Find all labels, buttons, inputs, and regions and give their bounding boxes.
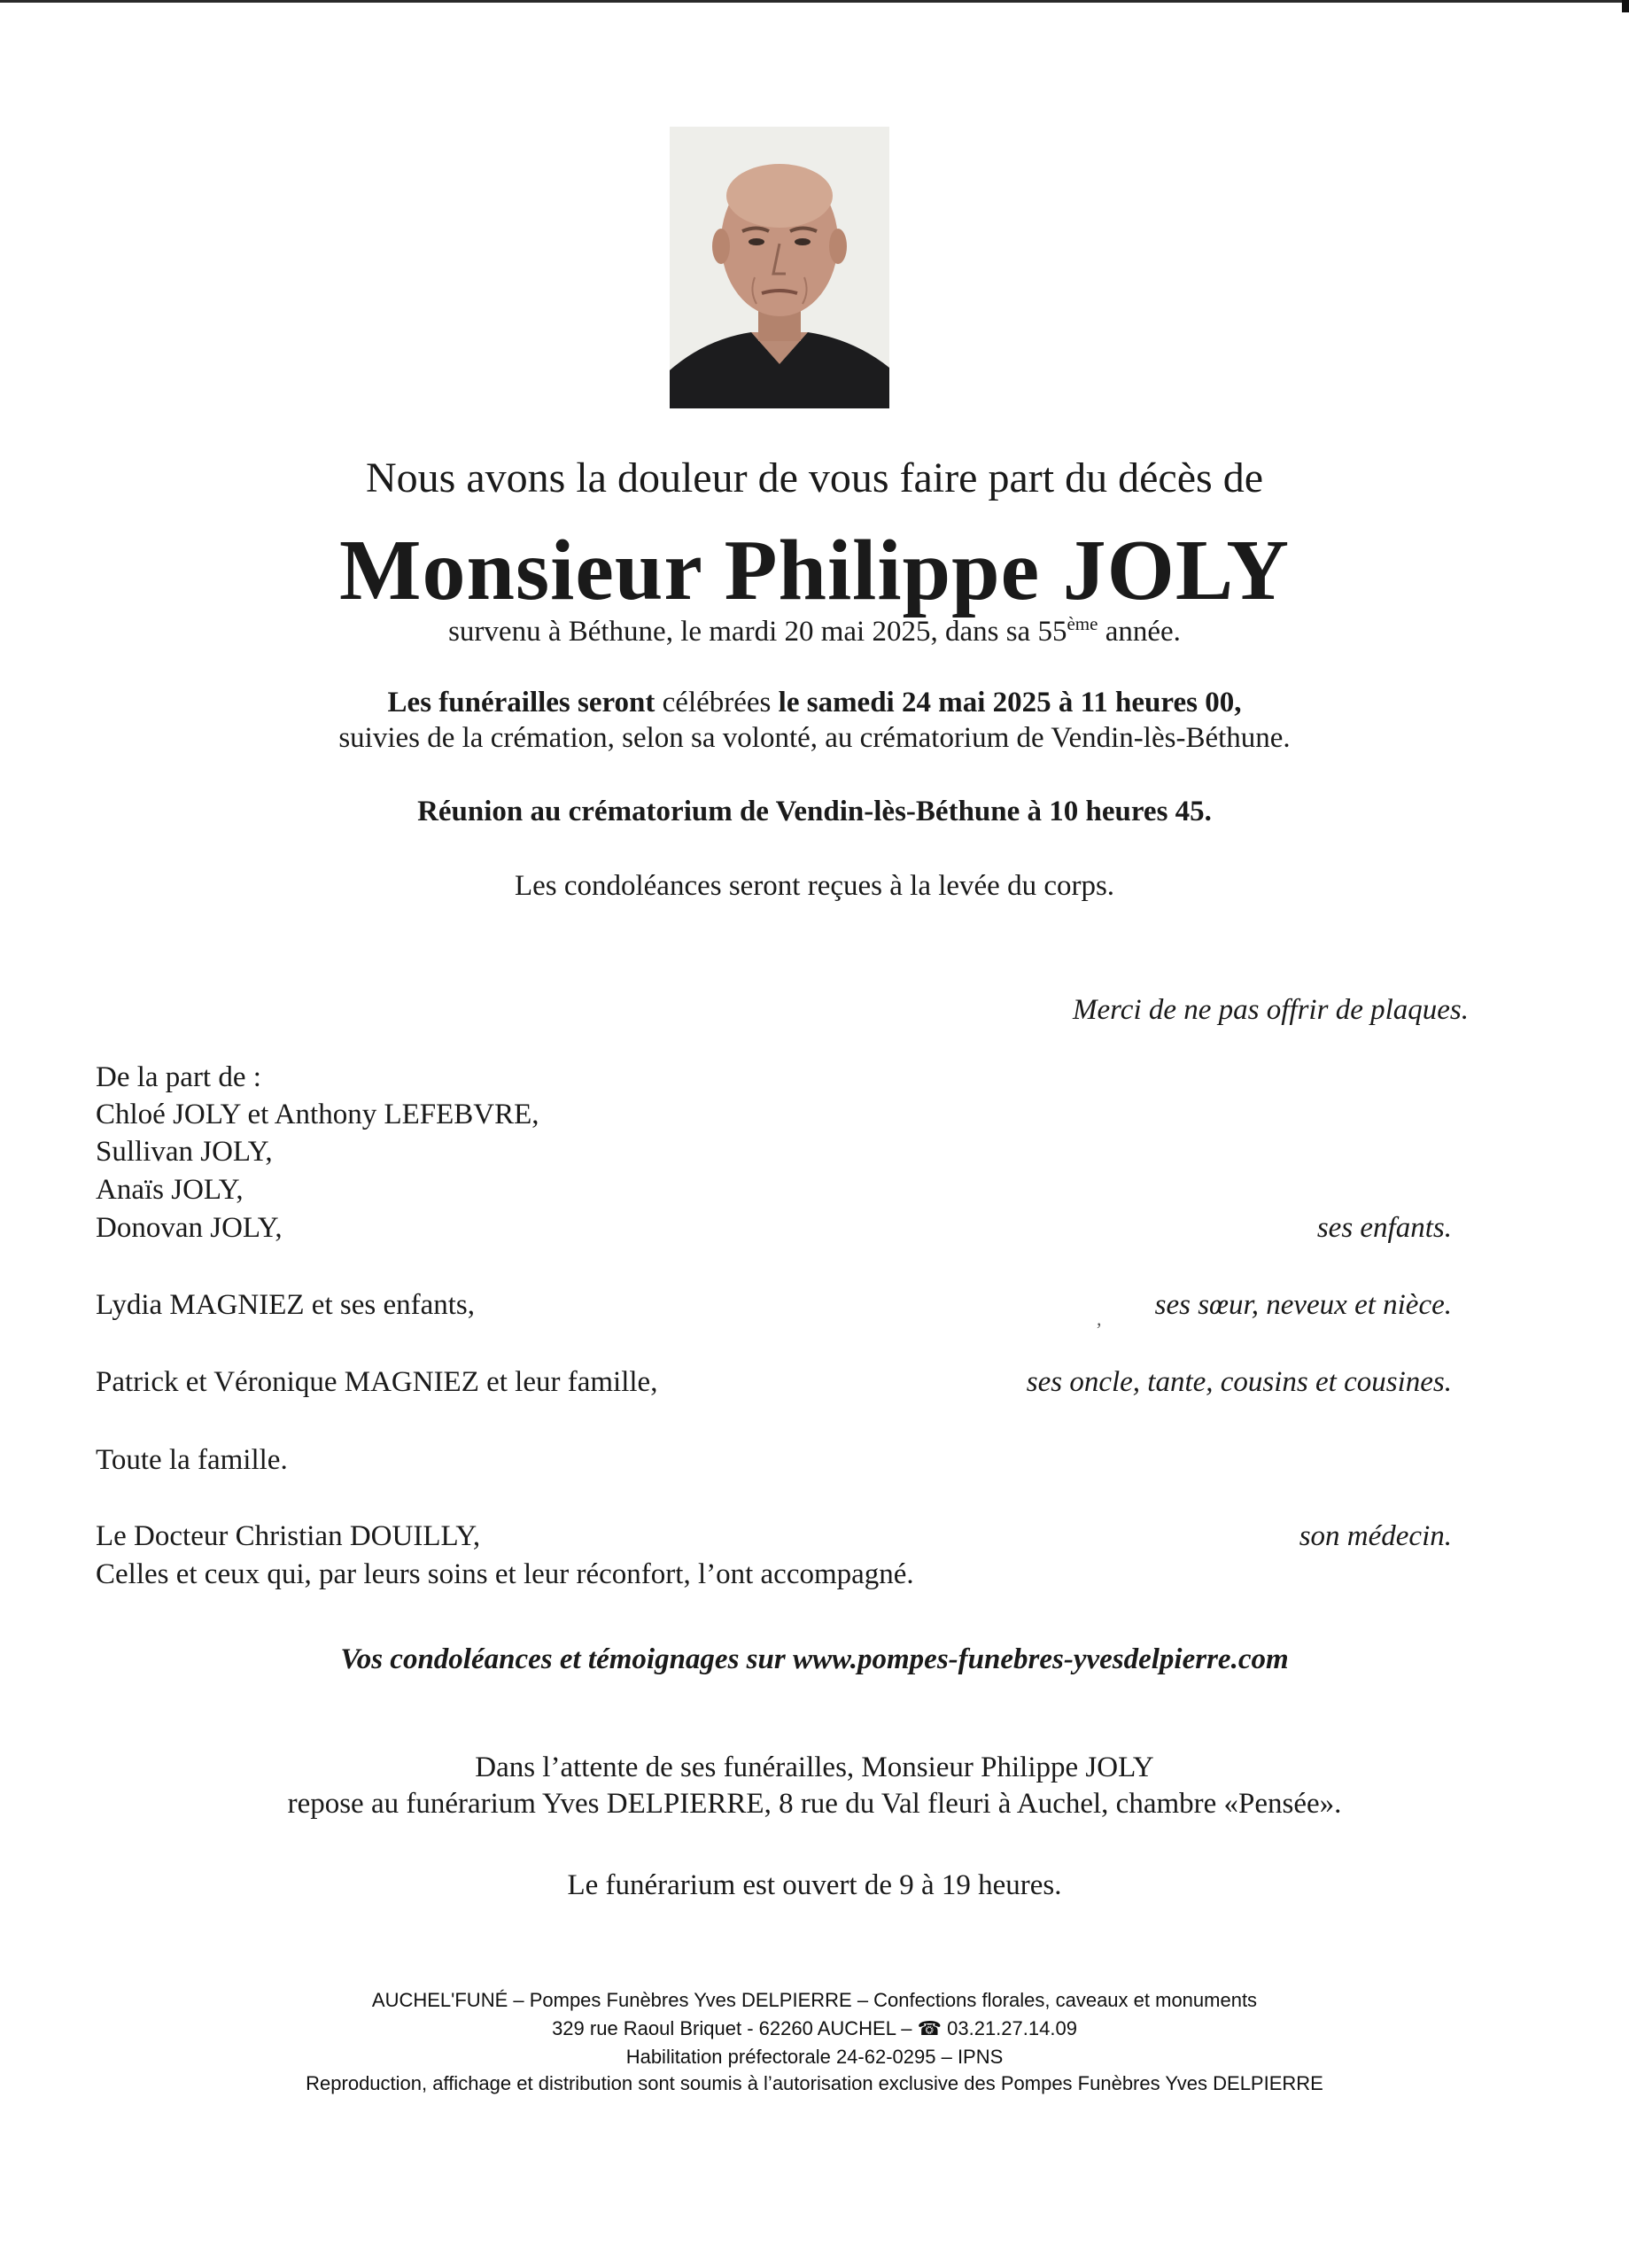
footer-license: Habilitation préfectorale 24-62-0295 – IPNS [625, 2046, 1004, 2068]
condolences-text: Les condoléances seront reçues à la levée du corps. [514, 870, 1115, 902]
funeral-bold-2: le samedi 24 mai 2025 à 11 heures 00, [778, 687, 1242, 718]
doctor-relation: son médecin. [1299, 1520, 1452, 1552]
family-sister: Lydia MAGNIEZ et ses enfants, [96, 1289, 475, 1321]
funeral-mid: célébrées [655, 687, 779, 718]
rest-line-1: Dans l’attente de ses funérailles, Monsieur Philippe JOLY [475, 1751, 1154, 1783]
sister-relation: ses sœur, neveux et nièce. [1154, 1289, 1452, 1321]
funerarium-hours: Le funérarium est ouvert de 9 à 19 heures. [567, 1869, 1062, 1901]
death-superscript: ème [1067, 613, 1098, 634]
scan-edge-top [0, 0, 1629, 3]
children-relation: ses enfants. [1316, 1212, 1452, 1244]
family-child-2: Sullivan JOLY, [96, 1136, 273, 1168]
family-child-1: Chloé JOLY et Anthony LEFEBVRE, [96, 1099, 539, 1130]
family-uncle: Patrick et Véronique MAGNIEZ et leur famille, [96, 1366, 658, 1398]
funeral-bold-1: Les funérailles seront [387, 687, 655, 718]
death-prefix: survenu à Béthune, le mardi 20 mai 2025, dans sa 55 [448, 616, 1067, 648]
deceased-name: Monsieur Philippe JOLY [338, 523, 1290, 618]
family-carers: Celles et ceux qui, par leurs soins et leur réconfort, l’ont accompagné. [96, 1558, 914, 1590]
footer-address: 329 rue Raoul Briquet - 62260 AUCHEL – ☎ 03.21.27.14.09 [552, 2017, 1077, 2039]
family-child-4: Donovan JOLY, [96, 1212, 283, 1244]
family-doctor: Le Docteur Christian DOUILLY, [96, 1520, 481, 1552]
rest-line-2: repose au funérarium Yves DELPIERRE, 8 rue du Val fleuri à Auchel, chambre «Pensée». [287, 1788, 1342, 1820]
no-plaques-note: Merci de ne pas offrir de plaques. [1073, 994, 1469, 1026]
footer-reproduction: Reproduction, affichage et distribution sont soumis à l’autorisation exclusive des Pompes Funèbres Yves DELPIERRE [306, 2072, 1323, 2094]
funeral-line-1 [0, 687, 1629, 719]
family-header: De la part de : [96, 1061, 261, 1093]
stray-comma-mark: , [1097, 1308, 1102, 1330]
intro-text: Nous avons la douleur de vous faire part du décès de [365, 454, 1263, 501]
family-child-3: Anaïs JOLY, [96, 1174, 244, 1206]
footer-company: AUCHEL'FUNÉ – Pompes Funèbres Yves DELPIERRE – Confections florales, caveaux et monuments [371, 1989, 1258, 2011]
reunion-text: Réunion au crématorium de Vendin-lès-Béthune à 10 heures 45. [417, 796, 1212, 827]
uncle-relation: ses oncle, tante, cousins et cousines. [1026, 1366, 1452, 1398]
death-details [0, 613, 1629, 649]
family-all: Toute la famille. [96, 1444, 288, 1476]
website-note: Vos condoléances et témoignages sur www.pompes-funebres-yvesdelpierre.com [340, 1643, 1289, 1675]
death-suffix: année. [1098, 616, 1181, 648]
scan-edge-corner [1622, 0, 1629, 12]
funeral-line-2: suivies de la crémation, selon sa volonté, au crématorium de Vendin-lès-Béthune. [338, 722, 1291, 754]
portrait-photo [670, 127, 889, 408]
